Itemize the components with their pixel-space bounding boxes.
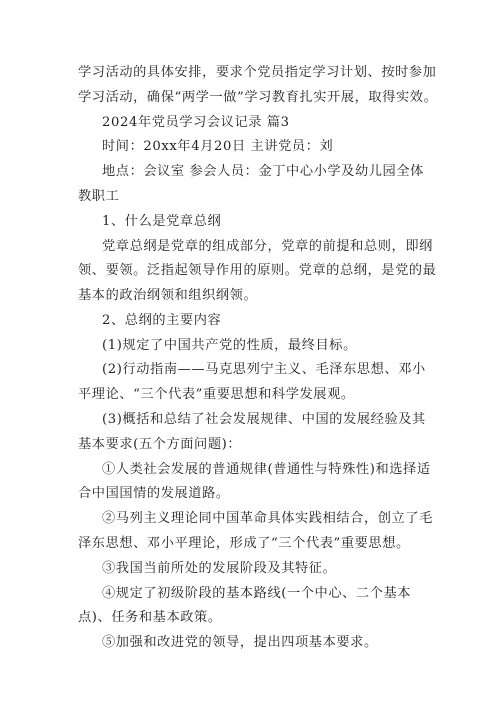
heading-1: 1、什么是党章总纲 [102, 214, 222, 229]
paragraph-line: 学习活动，确保“两学一做”学习教育扎实开展，取得实效。 [78, 90, 438, 105]
list-item: ④规定了初级阶段的基本路线(一个中心、二个基本 [102, 586, 412, 601]
list-item: (1)规定了中国共产党的性质，最终目标。 [102, 338, 357, 353]
section-title: 2024年党员学习会议记录 篇3 [102, 115, 290, 130]
paragraph-line: 泽东思想、邓小平理论，形成了“三个代表”重要思想。 [78, 536, 410, 551]
paragraph-line: 学习活动的具体安排，要求个党员指定学习计划、按时参加 [78, 65, 437, 80]
paragraph-line: 平理论、“三个代表”重要思想和科学发展观。 [78, 387, 355, 402]
paragraph-line: 基本要求(五个方面问题)： [78, 437, 242, 452]
heading-2: 2、总纲的主要内容 [102, 313, 222, 328]
paragraph-line: 教职工 [78, 189, 120, 204]
list-item: ⑤加强和改进党的领导，提出四项基本要求。 [102, 635, 378, 650]
list-item: (3)概括和总结了社会发展规律、中国的发展经验及其 [102, 412, 426, 427]
list-item: (2)行动指南——马克思列宁主义、毛泽东思想、邓小 [102, 362, 426, 377]
paragraph-line: 党章总纲是党章的组成部分，党章的前提和总则，即纲 [102, 239, 433, 254]
list-item: ③我国当前所处的发展阶段及其特征。 [102, 561, 337, 576]
list-item: ①人类社会发展的普通规律(普通性与特殊性)和选择适 [102, 462, 431, 477]
paragraph-line: 基本的政治纲领和组织纲领。 [78, 288, 258, 303]
list-item: ②马列主义理论同中国革命具体实践相结合，创立了毛 [102, 511, 433, 526]
meeting-location: 地点：会议室 参会人员：金丁中心小学及幼儿园全体 [102, 164, 424, 179]
paragraph-line: 点)、任务和基本政策。 [78, 610, 222, 625]
paragraph-line: 领、要领。泛指起领导作用的原则。党章的总纲，是党的最 [78, 263, 437, 278]
meeting-time: 时间：20xx年4月20日 主讲党员：刘 [102, 139, 334, 154]
paragraph-line: 合中国国情的发展道路。 [78, 486, 230, 501]
